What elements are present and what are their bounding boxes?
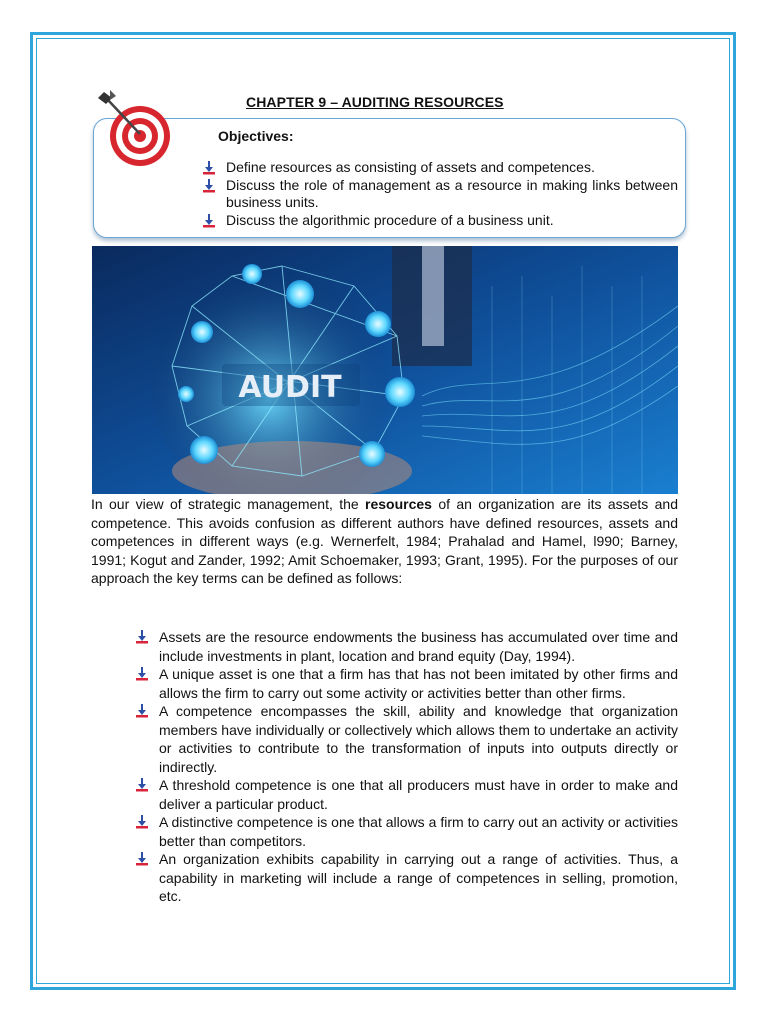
objective-text: Discuss the role of management as a resource in making links between business units. bbox=[226, 176, 678, 210]
arrow-bullet-icon bbox=[202, 179, 216, 193]
list-item bbox=[202, 177, 678, 212]
definition-text: Assets are the resource endowments the business has accumulated over time and include investments in plant, location and brand equity (Day, 1994). bbox=[159, 629, 678, 664]
arrow-bullet-icon bbox=[202, 214, 216, 228]
arrow-bullet-icon bbox=[135, 630, 149, 644]
list-item bbox=[202, 212, 678, 230]
chapter-title: CHAPTER 9 – AUDITING RESOURCES bbox=[246, 94, 504, 110]
list-item bbox=[135, 665, 678, 702]
definition-text: An organization exhibits capability in carrying out a range of activities. Thus, a capability in marketing will include a range of competences in selling, promotion, etc. bbox=[159, 851, 678, 904]
arrow-bullet-icon bbox=[135, 852, 149, 866]
definition-text: A distinctive competence is one that allows a firm to carry out an activity or activities better than competitors. bbox=[159, 814, 678, 849]
intro-text-end: of an organization are its assets and competence. This avoids confusion as different authors have defined resources, assets and competences in different ways (e.g. Wernerfelt, 1984; Prahalad and Hamel, l990; Barney, 1991; Kogut and Zander, 1992; Amit Schoemaker, 1993; Grant, 1995). For the purposes of our approach the key terms can be defined as follows: bbox=[91, 496, 678, 586]
intro-text-start: In our view of strategic management, the bbox=[91, 496, 366, 512]
list-item bbox=[135, 628, 678, 665]
objectives-list bbox=[202, 159, 678, 229]
objectives-heading: Objectives: bbox=[218, 128, 294, 144]
objective-text: Discuss the algorithmic procedure of a business unit. bbox=[226, 211, 554, 228]
list-item bbox=[135, 813, 678, 850]
arrow-bullet-icon bbox=[135, 778, 149, 792]
list-item bbox=[202, 159, 678, 177]
audit-hero-image bbox=[92, 246, 678, 494]
list-item bbox=[135, 702, 678, 776]
arrow-bullet-icon bbox=[135, 667, 149, 681]
target-dart-icon bbox=[96, 88, 182, 174]
intro-bold-term: resources bbox=[365, 496, 432, 512]
definition-text: A unique asset is one that a firm has that has not been imitated by other firms and allows the firm to carry out some activity or activities better than other firms. bbox=[159, 666, 678, 701]
definitions-list bbox=[135, 628, 678, 906]
list-item bbox=[135, 850, 678, 906]
list-item bbox=[135, 776, 678, 813]
arrow-bullet-icon bbox=[135, 815, 149, 829]
arrow-bullet-icon bbox=[202, 161, 216, 175]
objective-text: Define resources as consisting of assets and competences. bbox=[226, 159, 595, 175]
audit-label: AUDIT bbox=[238, 370, 342, 405]
definition-text: A competence encompasses the skill, ability and knowledge that organization members have individually or collectively which allows them to undertake an activity or activities to contribute to the transformation of inputs into outputs directly or indirectly. bbox=[159, 703, 678, 775]
definition-text: A threshold competence is one that all producers must have in order to make and deliver a particular product. bbox=[159, 777, 678, 812]
intro-paragraph bbox=[91, 495, 678, 588]
arrow-bullet-icon bbox=[135, 704, 149, 718]
